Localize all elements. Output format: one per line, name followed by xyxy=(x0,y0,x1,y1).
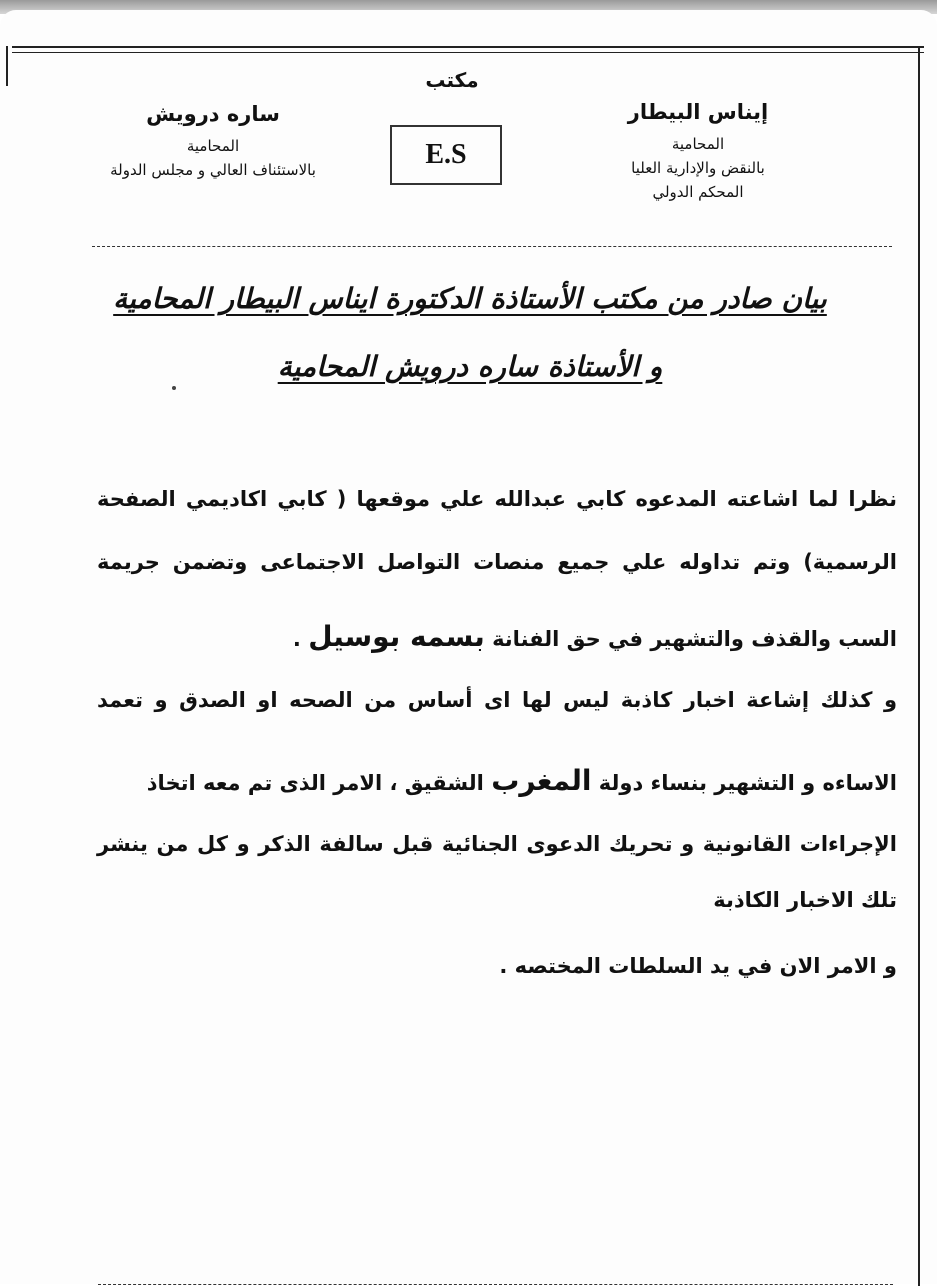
statement-title-line1: بيان صادر من مكتب الأستاذة الدكتورة ايناس البيطار المحامية xyxy=(113,282,827,315)
body-line-3-text: السب والقذف والتشهير في حق الفنانة xyxy=(492,627,897,651)
frame-border-top xyxy=(12,46,924,48)
header-lawyer-left xyxy=(58,102,368,182)
stray-dot xyxy=(172,386,176,390)
country-name-emphasis: المغرب xyxy=(491,764,592,797)
body-line-3-end: . xyxy=(292,627,309,651)
office-label: مكتب xyxy=(425,68,479,92)
lawyer-title-left: المحامية xyxy=(186,137,240,155)
body-line-4: و كذلك إشاعة اخبار كاذبة ليس لها اى أساس من الصحه او الصدق و تعمد xyxy=(97,688,897,712)
body-line-3 xyxy=(293,620,897,653)
header-lawyer-right xyxy=(578,100,818,204)
letter-page xyxy=(0,10,937,1284)
frame-border-top-inner xyxy=(12,52,924,53)
body-line-6: الإجراءات القانونية و تحريك الدعوى الجنائية قبل سالفة الذكر و كل من ينشر xyxy=(97,832,897,856)
lawyer-name-left: ساره درويش xyxy=(146,102,280,126)
body-line-2: الرسمية) وتم تداوله علي جميع منصات التواصل الاجتماعى وتضمن جريمة xyxy=(97,550,897,574)
body-line-1: نظرا لما اشاعته المدعوه كابي عبدالله علي موقعها ( كابي اكاديمي الصفحة xyxy=(97,487,897,511)
footer-divider xyxy=(98,1284,893,1285)
body-line-5-end: الشقيق ، الامر الذى تم معه اتخاذ xyxy=(146,771,492,795)
body-line-5-text: الاساءه و التشهير بنساء دولة xyxy=(598,771,897,795)
lawyer-name-right: إيناس البيطار xyxy=(627,100,769,124)
office-logo xyxy=(390,125,502,185)
header-divider xyxy=(92,246,892,247)
logo-text: E.S xyxy=(425,139,467,170)
artist-name-emphasis: بسمه بوسيل xyxy=(308,620,485,653)
frame-border-left xyxy=(6,46,8,86)
body-line-5 xyxy=(147,764,897,797)
body-line-8: و الامر الان في يد السلطات المختصه . xyxy=(499,954,897,978)
statement-title-line2: و الأستاذة ساره درويش المحامية xyxy=(277,350,663,383)
lawyer-court-right: بالنقض والإدارية العليا xyxy=(631,159,765,177)
lawyer-arbitrator-right: المحكم الدولي xyxy=(652,183,744,201)
lawyer-court-left: بالاستئناف العالي و مجلس الدولة xyxy=(110,161,316,179)
frame-border-right xyxy=(918,46,920,1286)
body-line-7: تلك الاخبار الكاذبة xyxy=(713,888,897,912)
lawyer-title-right: المحامية xyxy=(671,135,725,153)
